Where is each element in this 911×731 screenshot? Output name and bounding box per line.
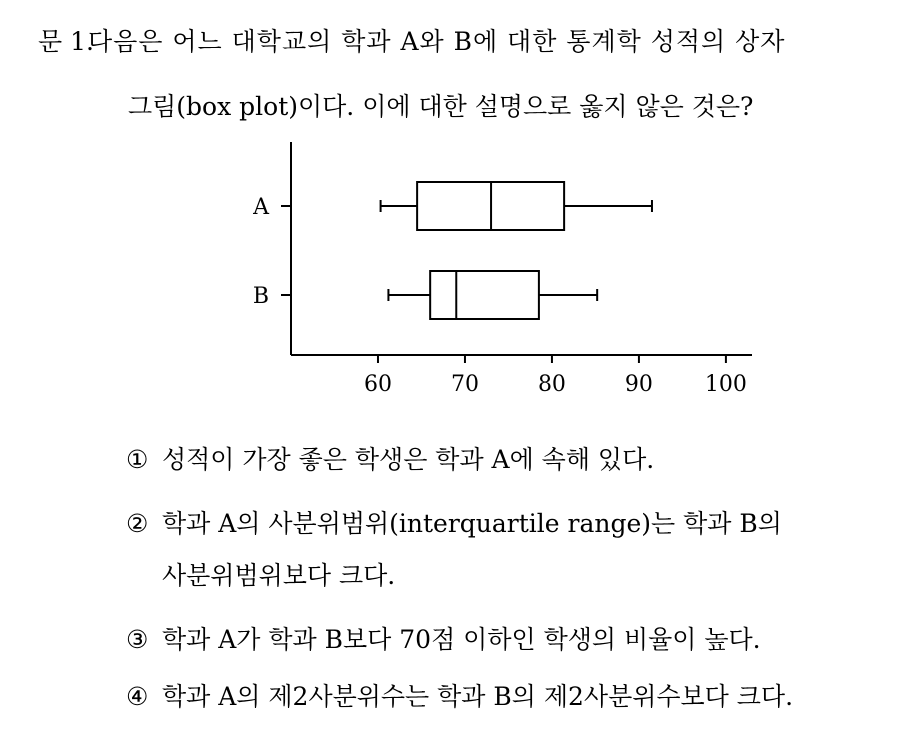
question-number: 문 1. <box>38 27 94 56</box>
option-4-number: ④ <box>126 682 149 711</box>
box-b <box>430 271 539 319</box>
option-1[interactable] <box>126 444 654 476</box>
box-plot-chart <box>230 138 760 408</box>
option-2-number: ② <box>126 509 149 538</box>
x-tick-label-80: 80 <box>537 372 566 397</box>
x-tick-label-100: 100 <box>704 372 747 397</box>
option-2[interactable] <box>126 508 782 540</box>
chart-axes <box>291 142 752 355</box>
x-tick-label-90: 90 <box>624 372 653 397</box>
y-tick-label-b: B <box>252 284 269 309</box>
option-3[interactable] <box>126 624 761 656</box>
option-2-text: 학과 A의 사분위범위(interquartile range)는 학과 B의 <box>162 509 782 538</box>
option-4[interactable] <box>126 681 793 713</box>
y-tick-label-a: A <box>253 195 269 220</box>
x-tick-label-60: 60 <box>363 372 392 397</box>
option-4-text: 학과 A의 제2사분위수는 학과 B의 제2사분위수보다 크다. <box>162 682 794 711</box>
question-stem-line-2: 그림(box plot)이다. 이에 대한 설명으로 옳지 않은 것은? <box>128 92 754 121</box>
option-1-text: 성적이 가장 좋은 학생은 학과 A에 속해 있다. <box>162 445 655 474</box>
chart-marks <box>252 182 747 397</box>
option-3-text: 학과 A가 학과 B보다 70점 이하인 학생의 비율이 높다. <box>162 625 761 654</box>
option-1-number: ① <box>126 445 149 474</box>
question-stem-line-1: 다음은 어느 대학교의 학과 A와 B에 대한 통계학 성적의 상자 <box>88 27 786 56</box>
option-3-number: ③ <box>126 625 149 654</box>
option-2-text-line-2: 사분위범위보다 크다. <box>162 561 396 590</box>
option-2-continuation <box>162 560 395 592</box>
x-tick-label-70: 70 <box>450 372 479 397</box>
